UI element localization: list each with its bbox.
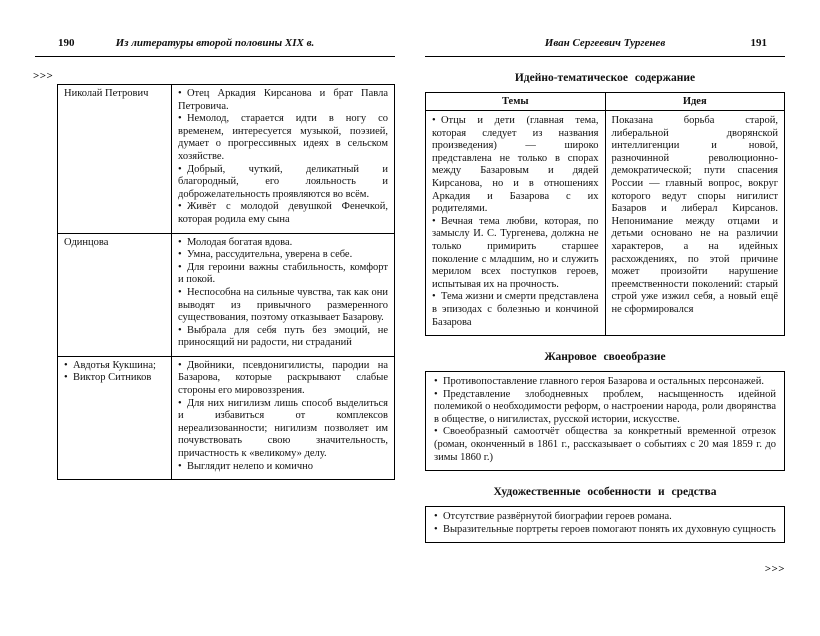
running-title-left: Из литературы второй половины XIX в.	[115, 37, 315, 49]
table-row	[58, 85, 395, 234]
genre-box	[425, 371, 785, 471]
character-desc-cell	[172, 356, 395, 479]
bullet-point: • Живёт с молодой девушкой Фенечкой, которая родила ему сына	[178, 201, 388, 226]
bullet-point: • Отцы и дети (главная тема, которая следует из названия произведения) — широко представлена не только в спорах между Базаровым и дядей Кирсанова, но и в отношениях Аркадия и Базарова с их родителями.	[432, 115, 599, 216]
character-name-item: • Виктор Ситников	[64, 372, 165, 385]
character-name-cell	[58, 85, 172, 234]
character-name-cell	[58, 356, 172, 479]
themes-idea-table	[425, 92, 785, 336]
idea-cell	[605, 111, 785, 336]
bullet-point: • Для героини важны стабильность, комфорт и покой.	[178, 262, 388, 287]
bullet-point: • Представление злободневных проблем, насыщенность идейной полемикой о необходимости реформ, о настроении народа, роли дворянства в обществе, о нигилистах, русской истории, искусстве.	[434, 389, 776, 427]
character-desc-cell	[172, 85, 395, 234]
table-header-row	[426, 93, 785, 111]
character-name-cell	[58, 233, 172, 356]
table-row	[58, 233, 395, 356]
page-left-block	[35, 36, 395, 480]
character-name: Николай Петрович	[64, 88, 149, 99]
heading-ideological-thematic: Идейно-тематическое содержание	[514, 72, 696, 84]
character-name-item: • Авдотья Кукшина;	[64, 360, 165, 373]
idea-text: Показана борьба старой, либеральной дворянской интеллигенции и новой, разночинной революционно-демократической; пути спасения России — главный вопрос, вокруг которого ведут споры нигилист Базаров и либерал Кирсанов. Непонимание между отцами и детьми основано не на различии характеров, а на идейных расхождениях, по этой причине может произойти нарушение преемственности поколений: старый строй уже изжил себя, а новый ещё не сформировался	[611, 115, 778, 315]
running-title-right: Иван Сергеевич Тургенев	[544, 37, 666, 49]
bullet-point: • Отец Аркадия Кирсанова и брат Павла Петровича.	[178, 88, 388, 113]
bullet-point: • Выразительные портреты героев помогают понять их духовную сущность	[434, 524, 776, 537]
bullet-point: • Вечная тема любви, которая, по замыслу И. С. Тургенева, должна не только примирить старшее поколение с младшим, но и служить мерилом всех поступков героев, испытывая их на прочность.	[432, 216, 599, 292]
column-header-idea: Идея	[605, 93, 785, 111]
bullet-point: • Молодая богатая вдова.	[178, 237, 388, 250]
bullet-point: • Неспособна на сильные чувства, так как они выводят из привычного размеренного существования, поэтому отказывает Базарову.	[178, 287, 388, 325]
character-desc-cell	[172, 233, 395, 356]
heading-genre: Жанровое своеобразие	[544, 351, 666, 364]
characters-table	[57, 84, 395, 480]
bullet-point: • Отсутствие развёрнутой биографии героев романа.	[434, 511, 776, 524]
bullet-point: • Противопоставление главного героя Базарова и остальных персонажей.	[434, 376, 776, 389]
column-header-themes: Темы	[426, 93, 606, 111]
continuation-marker-right: >>>	[764, 563, 785, 575]
bullet-point: • Немолод, старается идти в ногу со временем, интересуется музыкой, поэзией, думает о прогрессивных идеях в сельском хозяйстве.	[178, 113, 388, 163]
artistic-box	[425, 506, 785, 543]
bullet-point: • Добрый, чуткий, деликатный и благородный, его лояльность и доброжелательность проявляются во всём.	[178, 164, 388, 202]
page-header-right	[425, 36, 785, 57]
page-right	[410, 0, 820, 636]
table-body-row	[426, 111, 785, 336]
heading-artistic-features: Художественные особенности и средства	[493, 486, 717, 499]
page-number-right: 191	[750, 37, 767, 49]
character-name: Одинцова	[64, 236, 109, 248]
bullet-point: • Выглядит нелепо и комично	[178, 461, 388, 474]
table-row	[58, 356, 395, 479]
bullet-point: • Для них нигилизм лишь способ выделиться и избавиться от комплексов нереализованности; нигилизм позволяет им почувствовать свою значительность, причастность к «великому» делу.	[178, 398, 388, 461]
bullet-point: • Двойники, псевдонигилисты, пародии на Базарова, которые раскрывают слабые стороны его мировоззрения.	[178, 360, 388, 398]
continuation-marker-left: >>>	[33, 70, 54, 82]
bullet-point: • Выбрала для себя путь без эмоций, не приносящий ни радости, ни страданий	[178, 325, 388, 350]
page-number-left: 190	[58, 37, 75, 49]
bullet-point: • Умна, рассудительна, уверена в себе.	[178, 249, 388, 262]
bullet-point: • Своеобразный самоотчёт общества за конкретный временной отрезок (роман, оконченный в 1861 г., рассказывает о событиях с 20 мая 1859 г. до зимы 1860 г.)	[434, 426, 776, 464]
themes-cell	[426, 111, 606, 336]
page-header-left	[35, 36, 395, 57]
page-right-block	[425, 36, 785, 543]
bullet-point: • Тема жизни и смерти представлена в эпизодах с болезнью и кончиной Базарова	[432, 291, 599, 329]
